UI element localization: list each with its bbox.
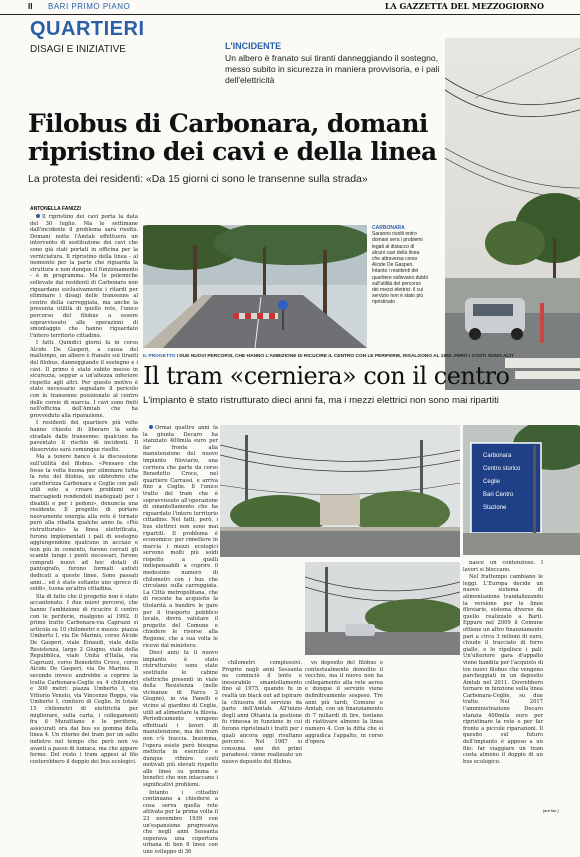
newspaper-name: LA GAZZETTA DEL MEZZOGIORNO <box>384 1 544 11</box>
section-kicker: QUARTIERI <box>30 18 145 40</box>
main-headline: Filobus di Carbonara, domani ripristino dei cavi e della linea <box>28 109 437 166</box>
article-paragraph: Intanto i cittadini continuano a chiedersi a cosa serva quella rete attivata per la prima volta il 23 novembre 1939 con un'espansione progressiva che negli anni Sessanta superava una copertura urbana di ben 8 linee con uno sviluppo di 36 <box>143 789 218 855</box>
caption-text: Saranno risolti entro domani sera i problemi legati al distacco di alcuni cavi della linea che attraversa corso Alcide De Gasperi. Intanto i residenti del quartiere sollevano dubbi sull'utilità del percorso dei mezzi elettrici: il cui servizio non è stato più ripristinato <box>372 231 428 306</box>
photo-overhead-lines-street <box>220 425 460 557</box>
incident-text: Un albero è franato sui tiranti danneggiando il sostegno, messo subito in sicurezza in maniera provvisoria, e i pali dell'elettricità <box>225 53 440 85</box>
article-paragraph: chilometri complessivi. Proprio negli anni Sessanta ne cominciò il lento e inesorabile smantellamento fino al 1975, quando fu in realtà un black out ad ispirare la chiusura del servizio da parte dell'Amtab. All'inizio degli anni Ottanta la gestione fu rimessa in funzione in cui furono ripristinati i tratti per i quali ancora oggi risultano percorsi. Nel 1987 si consuma uno dei primi paradossi: viene realizzato un nuovo deposito del filobus. <box>222 660 302 765</box>
article-paragraph: Nel frattempo cambiano le leggi. L'Europa decide un nuovo sistema di alimentazione (vandalizzando la versione per le linee filoviarie, sistema diverso da quello realizzato a Bari). Eppure nel 2009 il Comune ottiene un altro finanziamento pari a circa 3 milioni di euro, chiude il tracciato di ferro giallo, e lo ripulisce i pali. Un'ulteriore gara d'appalto viene bandita per l'acquisto di tre nuovi filobus che vengono parcheggiati in un deposito Amtab nel 2011. Dovrebbero tornare in funzione sulla linea Carbonara-Ceglie, su due tratte. Nel 2017 l'amministrazione Decaro stanzia 400mila euro per ripristinare la rete e per far fronte a piccole riparazioni. Il quesito sul futuro dell'impianto è appeso a un filo: far viaggiare un tram costa almeno il doppio di un bus ecologico. <box>463 574 543 765</box>
sign-line-4: Bari Centro <box>483 492 514 498</box>
article-paragraph: I residenti del quartiere più volte hanno chiesto di liberare la sede stradale dalle transenne: qualcuno ha paventato il rischio di incidenti. Il disservizio sarà comunque risolto. <box>30 420 138 453</box>
article-paragraph: Sta di fatto che il progetto non è stato accantonato. I due nuovi percorsi, che hanno l'ambizione di ricucire il centro con le periferie, risalgono al 1992. Il primo tratto Carbonara-via Capruzzi si articola su 10 chilometri e mezzo: piazza Umberto I, via De Marinis, corso Alcide De Gasperi, viale Einaudi, viale della Resistenza, largo 2 Giugno, viale della Repubblica, viale Unità d'Italia, via Capruzzi, corso Benedetto Croce, corso Alcide De Gasperi, via De Marinis. Il secondo invece andrebbe a coprire la tratta Carbonara-Ceglie su 4 chilometri e 300 metri: piazza Umberto I, via Vittorio Veneto, via Vincenzo Roppo, via Umberto I, cimitero di Ceglie. In totale 15 chilometri di elettricità per migliorare, sulla carta, i collegamenti fra il Murattiano e le periferie, assicurati ora dai bus su gomma della linea 4. Un ritorno dei tram per un salto indietro nel tempo che però non va avanti a passo di lumaca, ma che appare fermo. Del resto i tram appesi al filo costerebbero il doppio dei bus ecologici. <box>30 593 138 765</box>
sign-line-3: Ceglie <box>483 479 501 485</box>
bullet-icon <box>149 425 153 429</box>
photo-wires-road <box>305 562 460 655</box>
incident-title: L'INCIDENTE <box>225 41 282 51</box>
section-subkicker: DISAGI E INIZIATIVE <box>30 44 126 55</box>
sign-line-2: Centro storico <box>483 466 521 472</box>
article-paragraph: I fatti. Quindici giorni fa in corso Alcide De Gasperi, a causa del maltempo, un albero è franato sui tiranti del filobus, danneggiando il sostegno e i cavi. Il primo è stato subito messo in sicurezza, seppur a un'altezza inferiore rispetto agli altri. Per questo motivo è stato necessario segnalare il pericolo con le transenne posizionate al centro delle corsie di marcia. I cavi sono finiti nell'officina dell'Amtab che ha provveduto alla riparazione. <box>30 340 138 419</box>
article2-column-3 <box>305 660 383 747</box>
caption-label: CARBONARA <box>372 225 405 231</box>
article-strap: IL PROGETTO I DUE NUOVI PERCORSI, CHE HANNO L'AMBIZIONE DI RICUCIRE IL CENTRO CON LE PERIFERIE, RISALGONO AL 1992. PERÒ I COSTI SONO ALTI <box>143 354 514 359</box>
second-headline: Il tram «cerniera» con il centro <box>143 362 510 390</box>
article-paragraph: nasce un contenzioso. I lavori si bloccano. <box>463 560 543 573</box>
section-label: BARI PRIMO PIANO <box>48 2 131 11</box>
article-paragraph: vo deposito del filobus e contestualmente demolito il vecchio, ma il nuovo non ha collegamento alla rete aerea e dunque il servizio viene definitivamente sospeso. Tre anni più tardi, Comune e Amtab, con un finanziamento di 7 miliardi di lire, tentano di riattivare almeno la linea numero 4. Con la ditta che si aggiudica l'appalto, in corso d'opera <box>305 660 383 746</box>
byline: ANTONELLA FANIZZI <box>30 206 81 212</box>
article-paragraph: Dieci anni fa il nuovo impianto è stato ristrutturato: sono state sostituite le cabine elettriche presenti in viale della Resistenza (nelle vicinanze di Parco 2 Giugno), in via Fanelli e vicino al giardino di Ceglie, utili ad alimentare la filovia. Periodicamente vengono effettuati i lavori di manutenzione, ma dei tram non c'è traccia. Insomma, l'opera esiste però bisogna metterla in esercizio e dunque rifinire costi motivati più elevati rispetto alle linee su gomma e benefici che non intaccano i significativi problemi. <box>143 650 218 789</box>
sign-line-1: Carbonara <box>483 453 512 459</box>
photo-street-sign <box>463 425 580 555</box>
sign-line-5: Stazione <box>483 505 507 511</box>
article-paragraph: Il ripristino dei cavi porta la data del 30 luglio. Ma le settimane dall'incidente il problema sarà risolto. Domani notte l'Amtab effettuerà un intervento di sostituzione dei cavi che sono già stati portati in officina per la verniciatura. Il ripristino della linea - al momento per la parte che riguarda la struttura e non dunque il funzionamento - è in programma. Ma le polemiche sollevate dai residenti di Carbonara non riguardano esclusivamente i ritardi per eliminare i disagi delle transenne al centro della carreggiata, ma anche la presunta utilità di quello rete, l'unico percorso del filobus a essere sopravvissuto alle operazioni di smontaggio che hanno riguardato l'intero territorio cittadino. <box>30 214 138 339</box>
bullet-icon <box>36 214 40 218</box>
page-number: II <box>28 2 33 11</box>
author-credit: [ant.fan.] <box>543 808 559 813</box>
article-paragraph: Ma a tenere banco è la discussione sull'utilità del filobus. «Pensavo che fosse la volta buona per eliminare tutta la rete del filobus, un obbrobrio che caratterizza Carbonara e Ceglie con pali utili solo a creare problemi sui marciapiedi rendendoli inadeguati per i disabili e per i pedoni», denuncia una residente. Il progetto di portare nuovamente energia alla rete è tornato però alla ribalta qualche anno fa. «Più ristrutturato» la linea elettrificata, furono implementati i pali di sostegno aggiungendone qualcuno in acciaio e non più in cemento, furono cercati gli scambi lungo i punti necessari, furono comprati nuovi ad hoc dotati di pantografo, furono formati autisti dedicati a queste linee. Sono passati anni... ed è stato soltanto uno spreco di soldi», tuona un'altra cittadina. <box>30 454 138 593</box>
second-subheadline: L'impianto è stato ristrutturato dieci anni fa, ma i mezzi elettrici non sono mai ripartiti <box>143 395 499 406</box>
article2-column-1 <box>143 425 218 857</box>
article2-column-2 <box>222 660 302 767</box>
photo-overhead-wires <box>445 38 580 390</box>
article2-column-4 <box>463 560 543 766</box>
main-subheadline: La protesta dei residenti: «Da 15 giorni ci sono le transenne sulla strada» <box>28 173 368 185</box>
photo-street-barrier <box>143 225 367 348</box>
photo-caption <box>372 225 428 306</box>
page-header <box>0 0 580 15</box>
article-paragraph: Ormai quattro anni fa la giunta Decaro ha stanziato 400mila euro per far fronte alla manutenzione del nuovo impianto filoviario, una corriera che parte da corso Benedetto Croce, nel quartiere Carrassi, e arriva fino a Ceglie. Il l'unico tratto del tram che è sopravvissuto all'operazione di smantellamento che ha riguardato l'intero territorio cittadino. Nei fatti, però, i bus elettrici non sono mai ripartiti. Il problema è economico: per rimettere in marcia i mezzi ecologici servono molti più soldi rispetto a quelli indispensabili a coprire il medesimo numero di chilometri con i bus che circolano sulla carreggiata. La Città metropolitana, che di recente ha acquisito la titolarità a bandire le gare per il trasporto pubblico locale, dovrà valutare il progetto del Comune e chiedere le risorse alla Regione, che a sua volta le riceve dal ministero. <box>143 425 218 649</box>
article-column-left <box>30 214 138 766</box>
